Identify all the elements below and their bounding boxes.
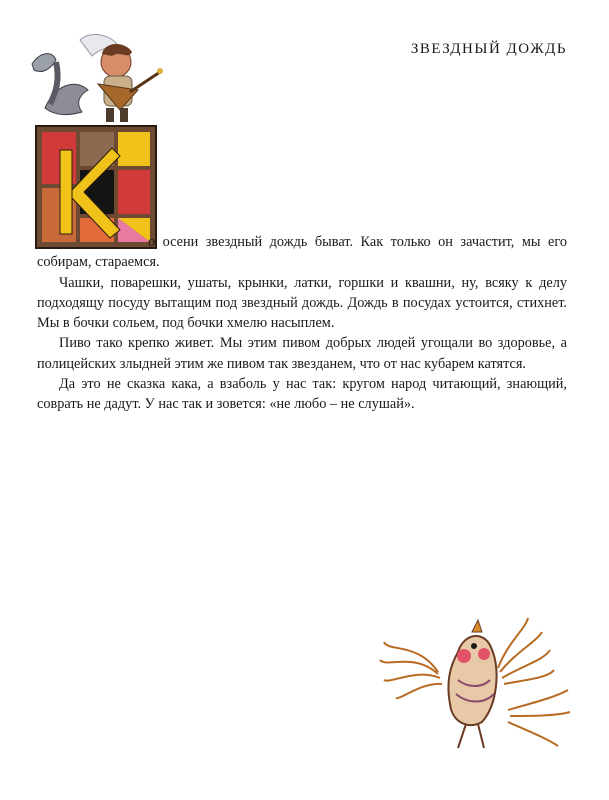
story-paragraph: Чашки, поварешки, ушаты, крынки, латки, горшки и квашни, ну, всяку к делу подходящу посуду вытащим под звездный дождь. Дождь в посудах устоится, стихнет. Мы в бочки сольем, под бочки хмелю насыплем. [37, 274, 567, 332]
mermaid-musician-icon [32, 35, 163, 122]
page-title: ЗВЕЗДНЫЙ ДОЖДЬ [410, 41, 567, 57]
story-paragraph: Да это не сказка кака, а взаболь у нас так: кругом народ читающий, знающий, соврать не дадут. У нас так и зовется: «не любо – не слушай». [37, 376, 567, 413]
story-text [37, 232, 567, 415]
drop-cap-spacer [37, 245, 148, 246]
folk-bird-icon [378, 612, 572, 758]
patchwork-letter-tile [36, 126, 156, 248]
initial-letter-illustration [20, 30, 170, 252]
story-paragraph: Пиво тако крепко живет. Мы этим пивом добрых людей угощали во здоровье, а полицейских злыдней этим же пивом так звезданем, что от нас кубарем катятся. [37, 335, 567, 372]
story-paragraph: о осени звездный дождь быват. Как только он зачастит, мы его собирам, стараемся. [37, 234, 567, 271]
